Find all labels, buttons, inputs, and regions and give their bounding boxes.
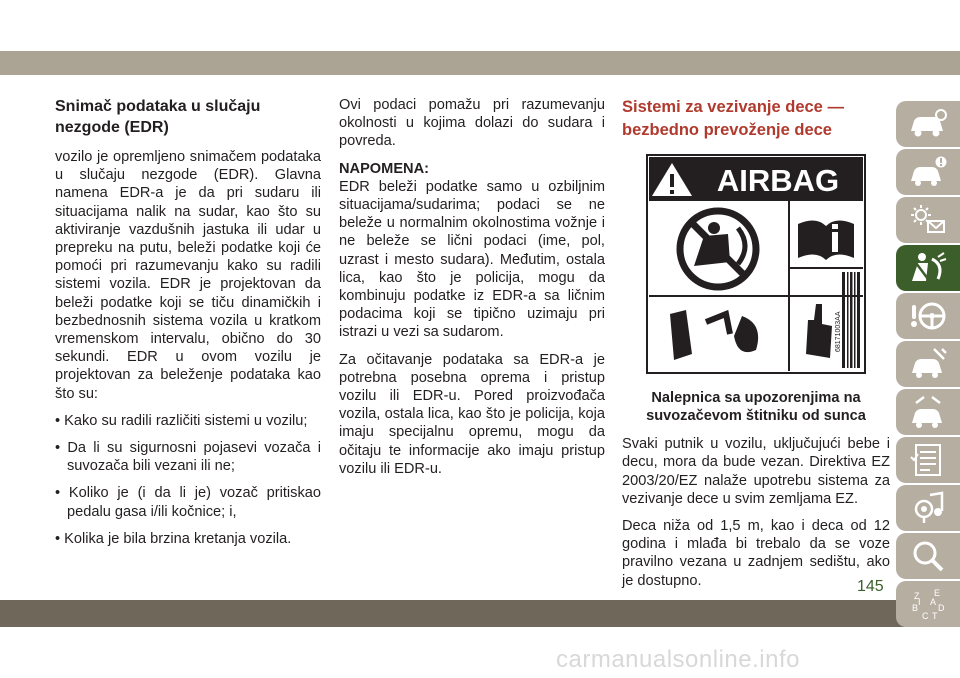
bullet-item: • Da li su sigurnosni pojasevi vozača i suvozača bili vezani ili ne;	[55, 440, 321, 475]
label-part-number: 68171003AA	[835, 311, 842, 352]
column-edr-continued	[339, 96, 605, 487]
child-restraint-paragraph: Svaki putnik u vozilu, uključujući bebe i decu, mora da bude vezan. Direktiva EZ 2003/20/EZ nalaže upotrebu sistema za vezivanje dece u svim zemljama EZ.	[622, 436, 890, 507]
watermark: carmanualsonline.info	[556, 646, 800, 673]
sun-mail-icon	[908, 203, 948, 237]
language-letter: B	[912, 603, 919, 613]
seatbelt-airbag-icon	[908, 251, 948, 285]
page-number: 145	[857, 578, 884, 595]
chapter-tab-search[interactable]	[896, 533, 960, 579]
language-index-icon	[908, 587, 948, 621]
column-edr	[55, 96, 321, 557]
edr-paragraph: vozilo je opremljeno snimačem podataka u slučaju nezgode (EDR). Glavna namena EDR-a je da pri sudaru ili situacijama nalik na sudar, kao što su aktiviranje vazdušnih jastuka ili udar u prepreku na putu, beleži podatke koji će pomoći pri razumevanju kako su radili sistemi vozila. EDR je projektovan da beleži podatke koji se tiču dinamičkih i bezbednosnih sistema vozila u kratkom vremenskom intervalu, obično do 30 sekundi. EDR u ovom vozilu je projektovan za beleženje podataka kao što su:	[55, 149, 321, 402]
chapter-tab-multimedia[interactable]	[896, 485, 960, 531]
chapter-tab-sun-mail[interactable]	[896, 197, 960, 243]
bullet-item: • Koliko je (i da li je) vozač pritiskao pedalu gasa i/ili kočnice; i,	[55, 485, 321, 520]
chapter-tab-car-info[interactable]	[896, 101, 960, 147]
section-heading-edr: Snimač podataka u slučaju nezgode (EDR)	[55, 98, 261, 136]
chapter-tab-service[interactable]	[896, 389, 960, 435]
magnifier-icon	[908, 539, 948, 573]
car-warning-icon	[908, 155, 948, 189]
chapter-tab-driving[interactable]	[896, 293, 960, 339]
manual-book-icon	[798, 220, 854, 260]
label-caption: Nalepnica sa upozorenjima na suvozačevom štitniku od sunca	[646, 390, 866, 425]
note-text: EDR beleži podatke samo u ozbiljnim situacijama/sudarima; podaci se ne beleže u normalnim okolnostima vožnje i ne beleže se lični podaci (ime, pol, uzrast i mesto sudara). Međutim, ostala lica, kao što je policija, mogu da kombinuju podatke iz EDR-a sa ličnim podacima koji se tipično uzimaju pri istrazi u vezi sa sudarom.	[339, 178, 605, 341]
language-letter: T	[932, 611, 938, 621]
language-letter: I	[918, 597, 921, 607]
chapter-tab-car-warning[interactable]	[896, 149, 960, 195]
header-band	[0, 51, 960, 75]
airbag-label-title: AIRBAG	[716, 163, 840, 198]
language-letter: D	[938, 603, 945, 613]
edr-reading-paragraph: Za očitavanje podataka sa EDR-a je potrebna posebna oprema i pristup vozilu ili EDR-u. Pored proizvođača vozila, ostala lica, kao što je policija, koja imaju specijalnu opremu, mogu da očitaju te informacije ako imaju pristup vozilu ili EDR-u.	[339, 351, 605, 477]
bullet-item: • Kolika je bila brzina kretanja vozila.	[55, 530, 292, 547]
chapter-tab-languages[interactable]	[896, 581, 960, 627]
chapter-tab-safety[interactable]	[896, 245, 960, 291]
bullet-item: • Kako su radili različiti sistemi u vozilu;	[55, 412, 308, 429]
car-info-icon	[908, 107, 948, 141]
note-title: NAPOMENA:	[339, 160, 429, 177]
language-letter: C	[922, 611, 929, 621]
language-letter: E	[934, 588, 941, 598]
chapter-tab-checklist[interactable]	[896, 437, 960, 483]
barcode-icon	[842, 272, 860, 368]
checklist-icon	[908, 443, 948, 477]
music-nav-icon	[908, 491, 948, 525]
section-heading-child-restraints: Sistemi za vezivanje dece — bezbedno prevoženje dece	[622, 98, 844, 139]
car-service-icon	[908, 395, 948, 429]
language-letter: Z	[914, 591, 920, 601]
rear-seat-paragraph: Deca niža od 1,5 m, kao i deca od 12 godina i mlađa bi trebalo da se voze pravilno vezana u zadnjem sedištu, ako je dostupno.	[622, 518, 890, 589]
steering-wheel-icon	[908, 299, 948, 333]
edr-purpose-paragraph: Ovi podaci pomažu pri razumevanju okolnosti u kojima dolazi do sudara i povreda.	[339, 97, 605, 150]
car-tools-icon	[908, 347, 948, 381]
airbag-warning-label	[646, 154, 866, 374]
chapter-tab-tools[interactable]	[896, 341, 960, 387]
column-child-restraints	[622, 96, 890, 599]
language-letter: A	[930, 597, 937, 607]
footer-band	[0, 600, 960, 627]
